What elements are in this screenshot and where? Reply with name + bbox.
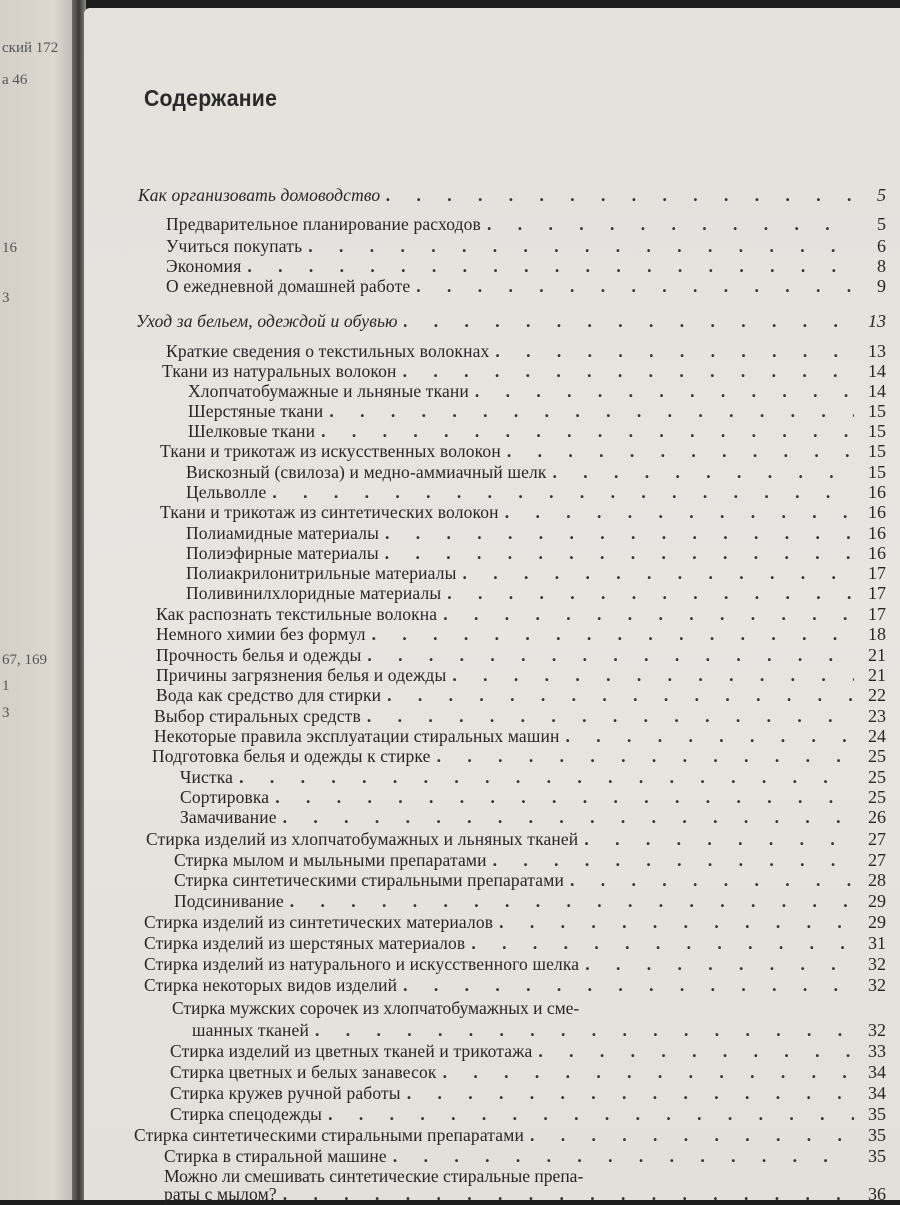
page-number: 25 xyxy=(868,746,886,766)
toc-entry-text: Стирка некоторых видов изделий xyxy=(144,975,398,995)
dot-leader xyxy=(553,462,854,483)
toc-entry-text: Предварительное планирование расходов xyxy=(166,214,481,234)
toc-entry xyxy=(186,543,886,563)
toc-entry-text: Полиамидные материалы xyxy=(186,523,379,543)
page-number: 15 xyxy=(868,421,886,441)
dot-leader xyxy=(407,1083,854,1104)
toc-entry-text: Краткие сведения о текстильных волокнах xyxy=(166,341,490,361)
dot-leader xyxy=(443,604,854,625)
toc-entry-text: Стирка изделий из хлопчатобумажных и льняных тканей xyxy=(146,829,579,849)
page-number: 23 xyxy=(868,706,886,726)
dot-leader xyxy=(367,645,854,666)
page-number: 35 xyxy=(868,1125,886,1145)
toc-entry xyxy=(156,685,886,705)
toc-entry-text: Стирка изделий из цветных тканей и трикотажа xyxy=(170,1041,533,1061)
toc-entry-text: Стирка мужских сорочек из хлопчатобумажных и сме- xyxy=(172,998,580,1018)
toc-entry-text: Шелковые ткани xyxy=(188,421,316,441)
dot-leader xyxy=(530,1125,854,1146)
toc-entry-text: Стирка изделий из шерстяных материалов xyxy=(144,933,466,953)
dot-leader xyxy=(283,807,854,828)
page-number: 35 xyxy=(868,1146,886,1166)
toc-entry xyxy=(160,441,886,461)
dot-leader xyxy=(385,543,854,564)
page-number: 16 xyxy=(868,482,886,502)
toc-entry xyxy=(160,502,886,522)
toc-entry xyxy=(166,214,886,234)
toc-entry xyxy=(146,829,886,849)
toc-entry xyxy=(144,933,886,953)
page-number: 17 xyxy=(868,583,886,603)
toc-entry-text: Как распознать текстильные волокна xyxy=(156,604,438,624)
dot-leader xyxy=(321,421,854,442)
page-fragment: а 46 xyxy=(2,72,28,88)
toc-entry-text: Как организовать домоводство xyxy=(138,185,381,205)
page-number: 36 xyxy=(868,1184,886,1204)
dot-leader xyxy=(315,1020,854,1041)
toc-entry xyxy=(154,706,886,726)
toc-entry xyxy=(152,746,886,766)
dot-leader xyxy=(387,685,854,706)
page-number: 18 xyxy=(868,624,886,644)
dot-leader xyxy=(507,441,854,462)
page-number: 27 xyxy=(868,850,886,870)
dot-leader xyxy=(247,256,854,277)
dot-leader xyxy=(275,787,854,808)
dot-leader xyxy=(487,214,854,235)
toc-entry-text: Некоторые правила эксплуатации стиральных машин xyxy=(154,726,560,746)
toc-entry-text: Подготовка белья и одежды к стирке xyxy=(152,746,431,766)
dot-leader xyxy=(538,1041,854,1062)
toc-entry-text: Прочность белья и одежды xyxy=(156,645,362,665)
toc-entry xyxy=(180,767,886,787)
toc-entry xyxy=(186,482,886,502)
dot-leader xyxy=(367,706,854,727)
toc-entry xyxy=(180,807,886,827)
dot-leader xyxy=(393,1146,854,1167)
toc-entry xyxy=(166,256,886,276)
page-number: 16 xyxy=(868,523,886,543)
toc-entry xyxy=(186,462,886,482)
toc-entry-text: Полиэфирные материалы xyxy=(186,543,379,563)
toc-entry-text: Вискозный (свилоза) и медно-аммиачный шелк xyxy=(186,462,547,482)
toc-entry-text: Экономия xyxy=(166,256,242,276)
toc-entry xyxy=(188,401,886,421)
dot-leader xyxy=(328,1104,854,1125)
dot-leader xyxy=(585,954,854,975)
page-number: 21 xyxy=(868,665,886,685)
page-fragment: 16 xyxy=(2,240,17,256)
dot-leader xyxy=(505,502,854,523)
dot-leader xyxy=(570,870,854,891)
toc-entry-text: Можно ли смешивать синтетические стиральные препа- xyxy=(164,1166,584,1186)
toc-entry xyxy=(174,870,886,890)
dot-leader xyxy=(475,381,854,402)
toc-entry-text: Чистка xyxy=(180,767,234,787)
toc-entry-text: Хлопчатобумажные и льняные ткани xyxy=(188,381,469,401)
toc-entry xyxy=(170,1041,886,1061)
toc-entry xyxy=(188,381,886,401)
toc-entry xyxy=(186,583,886,603)
page-number: 21 xyxy=(868,645,886,665)
page-number: 28 xyxy=(868,870,886,890)
toc-entry xyxy=(188,421,886,441)
page-number: 16 xyxy=(868,502,886,522)
page-number: 15 xyxy=(868,462,886,482)
toc-entry xyxy=(170,1104,886,1124)
toc-entry-text: Стирка кружев ручной работы xyxy=(170,1083,401,1103)
toc-entry-text: Немного химии без формул xyxy=(156,624,366,644)
toc-entry-text: Стирка синтетическими стиральными препаратами xyxy=(174,870,564,890)
dot-leader xyxy=(452,665,854,686)
toc-entry-text: Ткани из натуральных волокон xyxy=(162,361,397,381)
page-number: 32 xyxy=(868,975,886,995)
dot-leader xyxy=(308,236,854,257)
toc-entry xyxy=(162,361,886,381)
page-number: 35 xyxy=(868,1104,886,1124)
toc-entry xyxy=(156,624,886,644)
toc-entry-text: Подсинивание xyxy=(174,891,284,911)
toc-entry xyxy=(156,665,886,685)
page-fragment: 1 xyxy=(2,678,10,694)
page-number: 24 xyxy=(868,726,886,746)
page-number: 31 xyxy=(868,933,886,953)
page-number: 22 xyxy=(868,685,886,705)
toc-entry-text: Стирка в стиральной машине xyxy=(164,1146,387,1166)
page-number: 13 xyxy=(868,311,886,331)
dot-leader xyxy=(385,523,854,544)
dot-leader xyxy=(416,276,854,297)
toc-entry xyxy=(186,563,886,583)
dot-leader xyxy=(495,341,854,362)
dot-leader xyxy=(493,850,854,871)
toc-entry xyxy=(144,975,886,995)
toc-entry-text: Шерстяные ткани xyxy=(188,401,324,421)
page-number: 27 xyxy=(868,829,886,849)
toc-entry xyxy=(186,523,886,543)
toc-entry xyxy=(192,1020,886,1040)
dot-leader xyxy=(437,746,854,767)
toc-entry xyxy=(170,1083,886,1103)
toc-entry xyxy=(180,787,886,807)
dot-leader xyxy=(239,767,854,788)
toc-entry-text: Причины загрязнения белья и одежды xyxy=(156,665,447,685)
page-number: 9 xyxy=(877,276,886,296)
toc-entry-text: Полиакрилонитрильные материалы xyxy=(186,563,457,583)
page-number: 16 xyxy=(868,543,886,563)
toc-entry xyxy=(156,604,886,624)
toc-entry xyxy=(164,1184,886,1204)
toc-entry-text: раты с мылом? xyxy=(164,1184,277,1204)
toc-entry xyxy=(170,1062,886,1082)
toc-entry xyxy=(174,850,886,870)
toc-entry-text: Стирка цветных и белых занавесок xyxy=(170,1062,437,1082)
dot-leader xyxy=(329,401,854,422)
toc-entry-text: шанных тканей xyxy=(192,1020,309,1040)
page-number: 26 xyxy=(868,807,886,827)
dot-leader xyxy=(272,482,854,503)
toc-entry xyxy=(156,645,886,665)
toc-entry-text: Стирка изделий из синтетических материалов xyxy=(144,912,494,932)
toc-entry xyxy=(144,912,886,932)
page-number: 17 xyxy=(868,563,886,583)
toc-entry-text: Стирка спецодежды xyxy=(170,1104,323,1124)
toc-entry-text: Стирка изделий из натурального и искусственного шелка xyxy=(144,954,580,974)
page-number: 14 xyxy=(868,361,886,381)
page-number: 32 xyxy=(868,954,886,974)
page-number: 15 xyxy=(868,441,886,461)
dot-leader xyxy=(499,912,854,933)
toc-entry-text: Цельволле xyxy=(186,482,267,502)
toc-section xyxy=(138,185,886,205)
dot-leader xyxy=(463,563,854,584)
page-number: 29 xyxy=(868,891,886,911)
page-number: 14 xyxy=(868,381,886,401)
page-number: 5 xyxy=(877,214,886,234)
page-number: 25 xyxy=(868,787,886,807)
adjacent-page-edge xyxy=(0,0,78,1200)
dot-leader xyxy=(386,185,854,206)
dot-leader xyxy=(584,829,854,850)
toc-entry-text: О ежедневной домашней работе xyxy=(166,276,411,296)
page-number: 17 xyxy=(868,604,886,624)
toc-page xyxy=(84,8,900,1204)
page-number: 25 xyxy=(868,767,886,787)
dot-leader xyxy=(471,933,854,954)
dot-leader xyxy=(283,1184,854,1205)
page-fragment: 67, 169 xyxy=(2,652,47,668)
page-number: 32 xyxy=(868,1020,886,1040)
toc-entry-text: Учиться покупать xyxy=(166,236,303,256)
page-number: 6 xyxy=(877,236,886,256)
page-number: 15 xyxy=(868,401,886,421)
toc-entry-text: Замачивание xyxy=(180,807,277,827)
toc-entry xyxy=(166,276,886,296)
page-fragment: 3 xyxy=(2,705,10,721)
page-number: 33 xyxy=(868,1041,886,1061)
toc-entry xyxy=(164,1146,886,1166)
dot-leader xyxy=(372,624,854,645)
dot-leader xyxy=(566,726,854,747)
toc-entry-text: Сортировка xyxy=(180,787,270,807)
toc-entry-text: Стирка синтетическими стиральными препаратами xyxy=(134,1125,524,1145)
toc-entry-text: Стирка мылом и мыльными препаратами xyxy=(174,850,487,870)
page-number: 34 xyxy=(868,1083,886,1103)
page-number: 5 xyxy=(877,185,886,205)
dot-leader xyxy=(443,1062,854,1083)
toc-entry-text: Поливинилхлоридные материалы xyxy=(186,583,442,603)
page-fragment: ский 172 xyxy=(2,40,59,56)
toc-entry xyxy=(154,726,886,746)
toc-entry xyxy=(174,891,886,911)
dot-leader xyxy=(290,891,854,912)
page-number: 29 xyxy=(868,912,886,932)
toc-entry-text: Уход за бельем, одеждой и обувью xyxy=(136,311,398,331)
toc-entry xyxy=(144,954,886,974)
dot-leader xyxy=(403,975,854,996)
dot-leader xyxy=(403,361,854,382)
page-title: Содержание xyxy=(144,85,278,111)
toc-section xyxy=(136,311,886,331)
toc-entry xyxy=(134,1125,886,1145)
page-number: 34 xyxy=(868,1062,886,1082)
toc-entry-text: Выбор стиральных средств xyxy=(154,706,361,726)
dot-leader xyxy=(447,583,854,604)
page-number: 8 xyxy=(877,256,886,276)
page-number: 13 xyxy=(868,341,886,361)
dot-leader xyxy=(404,311,854,332)
toc-entry-text: Ткани и трикотаж из синтетических волокон xyxy=(160,502,499,522)
page-fragment: 3 xyxy=(2,290,10,306)
toc-entry-text: Вода как средство для стирки xyxy=(156,685,382,705)
toc-entry xyxy=(166,236,886,256)
toc-entry xyxy=(166,341,886,361)
toc-entry-text: Ткани и трикотаж из искусственных волокон xyxy=(160,441,501,461)
